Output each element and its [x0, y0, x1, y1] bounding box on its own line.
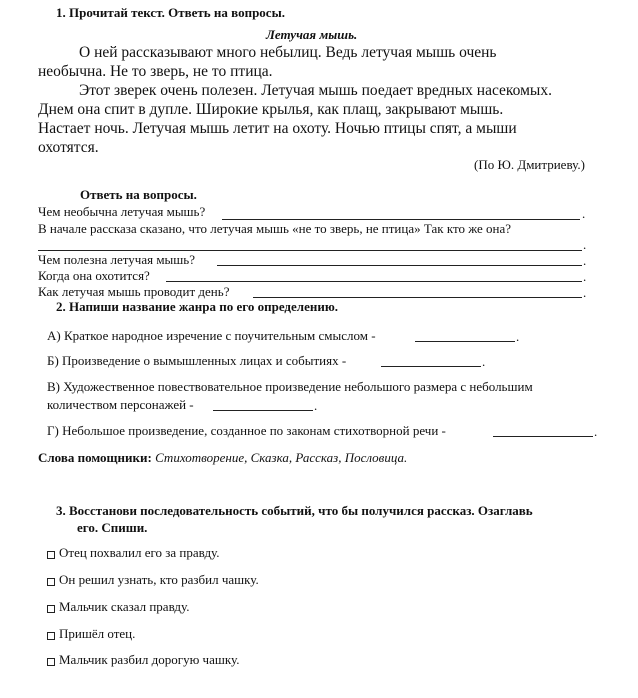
event-checkbox-2[interactable] — [47, 578, 55, 586]
question-5: Как летучая мышь проводит день? — [38, 284, 230, 299]
genre-answer-c[interactable] — [213, 410, 313, 411]
genre-item-d: Г) Небольшое произведение, созданное по законам стихотворной речи - — [47, 423, 446, 438]
answer-line-1[interactable] — [222, 219, 580, 220]
task3-heading-line2: его. Спиши. — [77, 520, 148, 535]
event-checkbox-3[interactable] — [47, 605, 55, 613]
genre-item-c-line1: В) Художественное повествовательное произведение небольшого размера с небольшим — [47, 379, 533, 394]
event-2: Он решил узнать, кто разбил чашку. — [59, 572, 259, 587]
story-title: Летучая мышь. — [266, 27, 358, 42]
story-line-6: охотятся. — [38, 139, 99, 156]
story-line-3: Этот зверек очень полезен. Летучая мышь поедает вредных насекомых. — [79, 82, 552, 99]
genre-item-b: Б) Произведение о вымышленных лицах и событиях - — [47, 353, 347, 368]
task2-heading: 2. Напиши название жанра по его определению. — [56, 299, 339, 314]
event-1: Отец похвалил его за правду. — [59, 545, 220, 560]
story-line-1: О ней рассказывают много небылиц. Ведь летучая мышь очень — [79, 44, 497, 61]
answer-line-5[interactable] — [253, 297, 582, 298]
answer-line-4[interactable] — [166, 281, 582, 282]
genre-answer-d[interactable] — [493, 436, 593, 437]
helper-words-row — [38, 450, 407, 466]
event-checkbox-5[interactable] — [47, 658, 55, 666]
answer-line-3[interactable] — [217, 265, 582, 266]
answer-line-2[interactable] — [38, 250, 582, 251]
event-checkbox-4[interactable] — [47, 632, 55, 640]
genre-answer-a[interactable] — [415, 341, 515, 342]
event-checkbox-1[interactable] — [47, 551, 55, 559]
task1-heading: 1. Прочитай текст. Ответь на вопросы. — [56, 5, 285, 20]
questions-heading: Ответь на вопросы. — [80, 187, 197, 202]
story-source: (По Ю. Дмитриеву.) — [474, 157, 585, 172]
event-5: Мальчик разбил дорогую чашку. — [59, 652, 240, 667]
event-3: Мальчик сказал правду. — [59, 599, 190, 614]
helper-words-label: Слова помощники: — [38, 450, 152, 465]
story-line-4: Днем она спит в дупле. Широкие крылья, как плащ, закрывают мышь. — [38, 101, 504, 118]
event-4: Пришёл отец. — [59, 626, 136, 641]
question-2: В начале рассказа сказано, что летучая мышь «не то зверь, не птица» Так кто же она? — [38, 221, 512, 236]
genre-answer-b[interactable] — [381, 366, 481, 367]
helper-words-list: Стихотворение, Сказка, Рассказ, Пословица. — [155, 450, 408, 465]
task3-heading-line1: 3. Восстанови последовательность событий, что бы получился рассказ. Озаглавь — [56, 503, 533, 518]
question-4: Когда она охотится? — [38, 268, 150, 283]
genre-item-c-line2: количеством персонажей - — [47, 397, 194, 412]
question-1: Чем необычна летучая мышь? — [38, 204, 206, 219]
question-3: Чем полезна летучая мышь? — [38, 252, 195, 267]
story-line-5: Настает ночь. Летучая мышь летит на охоту. Ночью птицы спят, а мыши — [38, 120, 517, 137]
genre-item-a: А) Краткое народное изречение с поучительным смыслом - — [47, 328, 376, 343]
story-line-2: необычна. Не то зверь, не то птица. — [38, 63, 273, 80]
